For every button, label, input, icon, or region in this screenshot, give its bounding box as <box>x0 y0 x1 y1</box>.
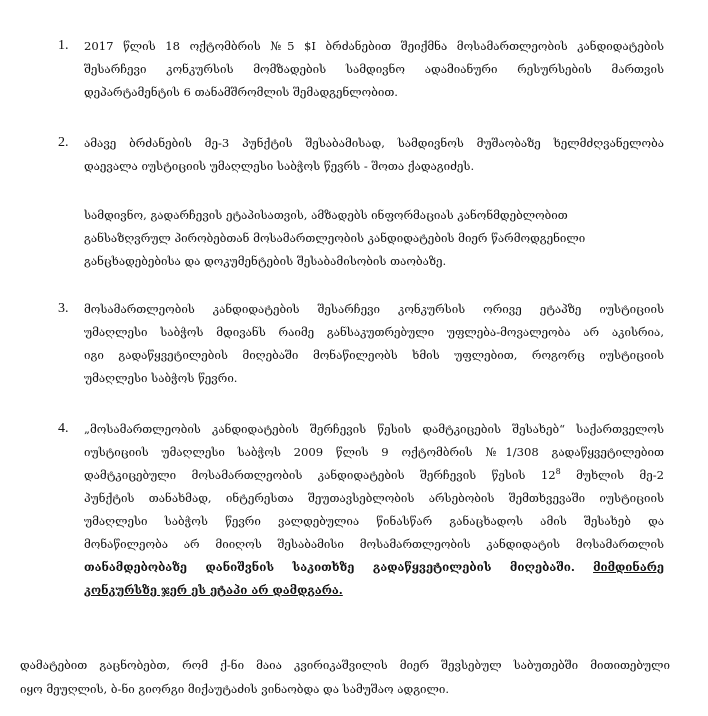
underlined-text: კონკურსზე ჯერ ეს ეტაპი არ დამდგარა. <box>84 583 343 597</box>
closing-text-line: დამატებით გაცნობებთ, რომ ქ-ნი მაია კვირიკაშვილის მიერ შევსებულ საბუთებში მითითებული <box>20 658 670 672</box>
item-text-line: იგი გადაწყვეტილების მიღებაში მონაწილეობს ხმის უფლებით, როგორც იუსტიციის <box>84 348 664 362</box>
item-number: 3. <box>58 301 69 316</box>
item-text-line: იუსტიციის უმაღლესი საბჭოს 2009 წლის 9 ოქტომბრის №1/308 გადაწყვეტილებით <box>84 445 664 459</box>
item-text-line: მოსამართლეობის კანდიდატების შესარჩევი კონკურსის ორივე ეტაპზე იუსტიციის <box>84 302 664 316</box>
bold-text: თანამდებობაზე დანიშვნის საკითხზე გადაწყვეტილების მიღებაში. <box>84 560 575 574</box>
item-text-line: „მოსამართლეობის კანდიდატების შერჩევის წესის დამტკიცების შესახებ“ საქართველოს <box>84 422 664 436</box>
item-text-line: დეპარტამენტის 6 თანამშრომლის შემადგენლობით. <box>84 85 398 99</box>
underlined-text: მიმდინარე <box>593 560 664 574</box>
item-text-line: განცხადებებისა და დოკუმენტების შესაბამისობის თაობაზე. <box>84 254 447 268</box>
item-text-line: უმაღლესი საბჭოს წევრი ვალდებულია წინასწარ განაცხადოს ამის შესახებ და <box>84 514 664 528</box>
item-number: 4. <box>58 421 69 436</box>
item-text: მუხლის მე-2 <box>560 468 664 482</box>
item-text-line: ამავე ბრძანების მე-3 პუნქტის შესაბამისად, სამდივნოს მუშაობაზე ხელმძღვანელობა <box>84 136 664 150</box>
item-text-line: სამდივნო, გადარჩევის ეტაპისათვის, ამზადებს ინფორმაციას კანონმდებლობით <box>84 208 568 222</box>
item-text: დამტკიცებული მოსამართლეობის კანდიდატების შერჩევის წესის 12 <box>84 468 556 482</box>
item-text-line: უმაღლესი საბჭოს წევრი. <box>84 371 238 385</box>
item-text-line: განსაზღვრულ პირობებთან მოსამართლეობის კანდიდატების მიერ წარმოდგენილი <box>84 231 586 245</box>
item-text-line-emphasis <box>84 580 664 600</box>
item-text-line: მონაწილეობა არ მიიღოს შესაბამისი მოსამართლეობის კანდიდატის მოსამართლის <box>84 537 664 551</box>
superscript: 8 <box>555 467 561 477</box>
item-number: 1. <box>58 38 69 53</box>
item-text-line: დაევალა იუსტიციის უმაღლესი საბჭოს წევრს - შოთა ქადაგიძეს. <box>84 159 475 173</box>
item-text-line: პუნქტის თანახმად, ინტერესთა შეუთავსებლობის არსებობის შემთხვევაში იუსტიციის <box>84 491 664 505</box>
item-text-line: უმაღლესი საბჭოს მდივანს რაიმე განსაკუთრებული უფლება-მოვალეობა არ აკისრია, <box>84 325 664 339</box>
item-text-line-with-superscript <box>84 465 664 485</box>
closing-text-line: იყო მეუღლის, ბ-ნი გიორგი მიქაუტაძის ვინაობდა და სამუშაო ადგილი. <box>20 682 450 696</box>
item-text-line: 2017 წლის 18 ოქტომბრის №5 $I ბრძანებით შეიქმნა მოსამართლეობის კანდიდატების <box>84 39 664 53</box>
item-text-line-emphasis <box>84 557 664 577</box>
item-text-line: შესარჩევი კონკურსის მომზადების სამდივნო ადამიანური რესურსების მართვის <box>84 62 664 76</box>
item-number: 2. <box>58 135 69 150</box>
